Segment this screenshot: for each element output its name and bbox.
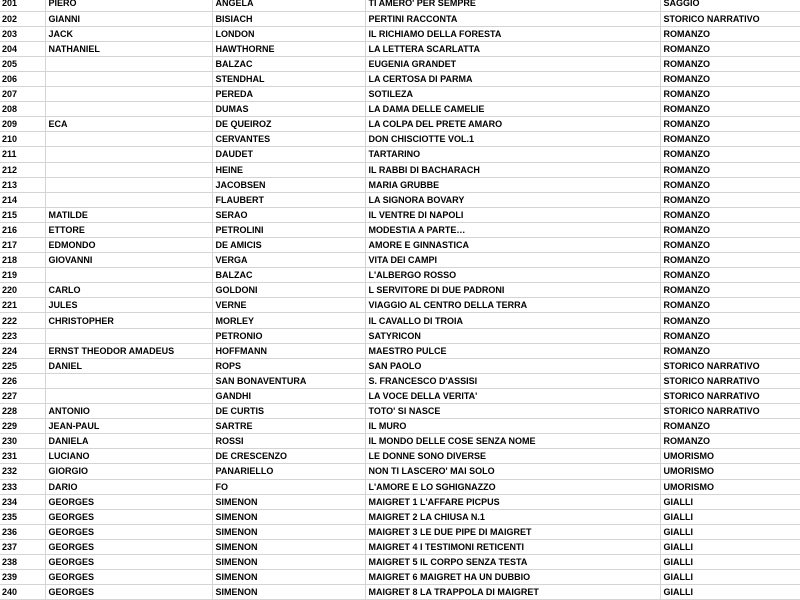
cell-first-name[interactable]: DARIO	[45, 479, 212, 494]
cell-last-name[interactable]: JACOBSEN	[212, 177, 365, 192]
cell-title[interactable]: LE DONNE SONO DIVERSE	[365, 449, 660, 464]
cell-last-name[interactable]: SIMENON	[212, 585, 365, 600]
cell-title[interactable]: LA COLPA DEL PRETE AMARO	[365, 117, 660, 132]
cell-title[interactable]: MAIGRET 4 I TESTIMONI RETICENTI	[365, 539, 660, 554]
cell-title[interactable]: SAN PAOLO	[365, 358, 660, 373]
cell-title[interactable]: SOTILEZA	[365, 87, 660, 102]
table-row	[0, 26, 800, 41]
table-row	[0, 71, 800, 86]
cell-title[interactable]: NON TI LASCERO' MAI SOLO	[365, 464, 660, 479]
cell-number[interactable]: 216	[0, 222, 45, 237]
cell-number[interactable]: 220	[0, 283, 45, 298]
cell-number[interactable]: 235	[0, 509, 45, 524]
table-row	[0, 298, 800, 313]
cell-title[interactable]: LA VOCE DELLA VERITA'	[365, 388, 660, 403]
cell-number[interactable]: 215	[0, 207, 45, 222]
cell-last-name[interactable]: PETRONIO	[212, 328, 365, 343]
cell-title[interactable]: L'AMORE E LO SGHIGNAZZO	[365, 479, 660, 494]
cell-genre[interactable]: ROMANZO	[660, 238, 800, 253]
table-row	[0, 132, 800, 147]
cell-last-name[interactable]: SARTRE	[212, 419, 365, 434]
table-row	[0, 268, 800, 283]
cell-number[interactable]: 218	[0, 253, 45, 268]
cell-last-name[interactable]: GANDHI	[212, 388, 365, 403]
cell-number[interactable]: 207	[0, 87, 45, 102]
cell-genre[interactable]: ROMANZO	[660, 328, 800, 343]
cell-first-name[interactable]: PIERO	[45, 0, 212, 11]
cell-last-name[interactable]: VERGA	[212, 253, 365, 268]
cell-last-name[interactable]: LONDON	[212, 26, 365, 41]
cell-number[interactable]: 234	[0, 494, 45, 509]
cell-number[interactable]: 208	[0, 102, 45, 117]
cell-last-name[interactable]: SIMENON	[212, 570, 365, 585]
cell-number[interactable]: 226	[0, 373, 45, 388]
cell-number[interactable]: 217	[0, 238, 45, 253]
cell-title[interactable]: MAIGRET 6 MAIGRET HA UN DUBBIO	[365, 570, 660, 585]
table-row	[0, 313, 800, 328]
cell-number[interactable]: 228	[0, 404, 45, 419]
cell-last-name[interactable]: PETROLINI	[212, 222, 365, 237]
cell-first-name[interactable]	[45, 192, 212, 207]
cell-title[interactable]: MAIGRET 5 IL CORPO SENZA TESTA	[365, 554, 660, 569]
cell-last-name[interactable]: GOLDONI	[212, 283, 365, 298]
cell-last-name[interactable]: PEREDA	[212, 87, 365, 102]
table-row	[0, 222, 800, 237]
cell-first-name[interactable]	[45, 162, 212, 177]
table-row	[0, 343, 800, 358]
cell-genre[interactable]: UMORISMO	[660, 449, 800, 464]
cell-first-name[interactable]	[45, 177, 212, 192]
cell-number[interactable]: 210	[0, 132, 45, 147]
table-row	[0, 328, 800, 343]
cell-title[interactable]: MAESTRO PULCE	[365, 343, 660, 358]
cell-last-name[interactable]: SIMENON	[212, 494, 365, 509]
cell-first-name[interactable]: ETTORE	[45, 222, 212, 237]
cell-number[interactable]: 240	[0, 585, 45, 600]
cell-number[interactable]: 209	[0, 117, 45, 132]
cell-first-name[interactable]: JEAN-PAUL	[45, 419, 212, 434]
cell-last-name[interactable]: FO	[212, 479, 365, 494]
cell-last-name[interactable]: HAWTHORNE	[212, 41, 365, 56]
cell-title[interactable]: AMORE E GINNASTICA	[365, 238, 660, 253]
cell-number[interactable]: 214	[0, 192, 45, 207]
cell-title[interactable]: MARIA GRUBBE	[365, 177, 660, 192]
table-row	[0, 539, 800, 554]
table-row	[0, 207, 800, 222]
cell-number[interactable]: 232	[0, 464, 45, 479]
cell-last-name[interactable]: STENDHAL	[212, 71, 365, 86]
cell-first-name[interactable]: ECA	[45, 117, 212, 132]
cell-last-name[interactable]: DE AMICIS	[212, 238, 365, 253]
cell-last-name[interactable]: SERAO	[212, 207, 365, 222]
table-row	[0, 117, 800, 132]
table-row	[0, 162, 800, 177]
table-row	[0, 388, 800, 403]
cell-title[interactable]: IL RABBI DI BACHARACH	[365, 162, 660, 177]
cell-number[interactable]: 238	[0, 554, 45, 569]
cell-last-name[interactable]: PANARIELLO	[212, 464, 365, 479]
cell-number[interactable]: 239	[0, 570, 45, 585]
table-row	[0, 509, 800, 524]
cell-first-name[interactable]	[45, 132, 212, 147]
cell-title[interactable]: PERTINI RACCONTA	[365, 11, 660, 26]
cell-genre[interactable]: ROMANZO	[660, 192, 800, 207]
cell-last-name[interactable]: ANGELA	[212, 0, 365, 11]
table-row	[0, 434, 800, 449]
cell-title[interactable]: MAIGRET 2 LA CHIUSA N.1	[365, 509, 660, 524]
cell-title[interactable]: TOTO' SI NASCE	[365, 404, 660, 419]
table-row	[0, 192, 800, 207]
cell-genre[interactable]: GIALLI	[660, 524, 800, 539]
cell-first-name[interactable]	[45, 147, 212, 162]
table-row	[0, 283, 800, 298]
cell-number[interactable]: 202	[0, 11, 45, 26]
cell-genre[interactable]: ROMANZO	[660, 132, 800, 147]
cell-last-name[interactable]: DE CURTIS	[212, 404, 365, 419]
cell-number[interactable]: 236	[0, 524, 45, 539]
cell-genre[interactable]: ROMANZO	[660, 26, 800, 41]
cell-genre[interactable]: GIALLI	[660, 539, 800, 554]
cell-first-name[interactable]: GEORGES	[45, 524, 212, 539]
cell-genre[interactable]: STORICO NARRATIVO	[660, 388, 800, 403]
cell-title[interactable]: S. FRANCESCO D'ASSISI	[365, 373, 660, 388]
cell-genre[interactable]: ROMANZO	[660, 147, 800, 162]
cell-genre[interactable]: ROMANZO	[660, 41, 800, 56]
table-row	[0, 177, 800, 192]
table-row	[0, 238, 800, 253]
cell-genre[interactable]: GIALLI	[660, 570, 800, 585]
cell-genre[interactable]: ROMANZO	[660, 71, 800, 86]
cell-first-name[interactable]	[45, 268, 212, 283]
cell-genre[interactable]: ROMANZO	[660, 117, 800, 132]
table-row	[0, 253, 800, 268]
cell-genre[interactable]: STORICO NARRATIVO	[660, 404, 800, 419]
cell-first-name[interactable]	[45, 102, 212, 117]
cell-title[interactable]: LA CERTOSA DI PARMA	[365, 71, 660, 86]
cell-first-name[interactable]	[45, 388, 212, 403]
cell-number[interactable]: 233	[0, 479, 45, 494]
cell-genre[interactable]: ROMANZO	[660, 162, 800, 177]
cell-title[interactable]: L SERVITORE DI DUE PADRONI	[365, 283, 660, 298]
cell-last-name[interactable]: BALZAC	[212, 56, 365, 71]
table-row	[0, 464, 800, 479]
cell-genre[interactable]: ROMANZO	[660, 87, 800, 102]
cell-number[interactable]: 212	[0, 162, 45, 177]
table-row	[0, 87, 800, 102]
cell-first-name[interactable]: GEORGES	[45, 554, 212, 569]
cell-first-name[interactable]	[45, 328, 212, 343]
cell-first-name[interactable]	[45, 373, 212, 388]
table-row	[0, 479, 800, 494]
cell-number[interactable]: 205	[0, 56, 45, 71]
cell-last-name[interactable]: ROPS	[212, 358, 365, 373]
cell-number[interactable]: 229	[0, 419, 45, 434]
cell-first-name[interactable]: JULES	[45, 298, 212, 313]
table-row	[0, 11, 800, 26]
table-row	[0, 419, 800, 434]
table-row	[0, 404, 800, 419]
cell-genre[interactable]: ROMANZO	[660, 434, 800, 449]
table-row	[0, 373, 800, 388]
cell-number[interactable]: 227	[0, 388, 45, 403]
cell-title[interactable]: LA DAMA DELLE CAMELIE	[365, 102, 660, 117]
cell-number[interactable]: 224	[0, 343, 45, 358]
cell-number[interactable]: 204	[0, 41, 45, 56]
cell-genre[interactable]: ROMANZO	[660, 56, 800, 71]
cell-last-name[interactable]: SIMENON	[212, 524, 365, 539]
cell-first-name[interactable]: JACK	[45, 26, 212, 41]
cell-first-name[interactable]: GEORGES	[45, 570, 212, 585]
cell-genre[interactable]: ROMANZO	[660, 222, 800, 237]
cell-first-name[interactable]: GEORGES	[45, 585, 212, 600]
cell-last-name[interactable]: BISIACH	[212, 11, 365, 26]
cell-title[interactable]: IL MONDO DELLE COSE SENZA NOME	[365, 434, 660, 449]
cell-genre[interactable]: ROMANZO	[660, 207, 800, 222]
cell-title[interactable]: DON CHISCIOTTE VOL.1	[365, 132, 660, 147]
cell-number[interactable]: 213	[0, 177, 45, 192]
cell-genre[interactable]: GIALLI	[660, 585, 800, 600]
cell-title[interactable]: TI AMERO' PER SEMPRE	[365, 0, 660, 11]
cell-first-name[interactable]: GIANNI	[45, 11, 212, 26]
cell-genre[interactable]: ROMANZO	[660, 253, 800, 268]
cell-title[interactable]: MAIGRET 8 LA TRAPPOLA DI MAIGRET	[365, 585, 660, 600]
cell-last-name[interactable]: DE QUEIROZ	[212, 117, 365, 132]
cell-last-name[interactable]: DE CRESCENZO	[212, 449, 365, 464]
cell-first-name[interactable]: GEORGES	[45, 539, 212, 554]
cell-first-name[interactable]: CHRISTOPHER	[45, 313, 212, 328]
cell-genre[interactable]: ROMANZO	[660, 268, 800, 283]
cell-first-name[interactable]: NATHANIEL	[45, 41, 212, 56]
cell-last-name[interactable]: SAN BONAVENTURA	[212, 373, 365, 388]
cell-genre[interactable]: SAGGIO	[660, 0, 800, 11]
cell-title[interactable]: IL MURO	[365, 419, 660, 434]
cell-title[interactable]: IL VENTRE DI NAPOLI	[365, 207, 660, 222]
cell-first-name[interactable]: LUCIANO	[45, 449, 212, 464]
cell-number[interactable]: 230	[0, 434, 45, 449]
cell-title[interactable]: IL CAVALLO DI TROIA	[365, 313, 660, 328]
cell-first-name[interactable]: MATILDE	[45, 207, 212, 222]
cell-title[interactable]: MAIGRET 3 LE DUE PIPE DI MAIGRET	[365, 524, 660, 539]
cell-last-name[interactable]: BALZAC	[212, 268, 365, 283]
cell-number[interactable]: 237	[0, 539, 45, 554]
cell-genre[interactable]: ROMANZO	[660, 343, 800, 358]
table-row	[0, 102, 800, 117]
cell-last-name[interactable]: CERVANTES	[212, 132, 365, 147]
cell-genre[interactable]: UMORISMO	[660, 464, 800, 479]
cell-genre[interactable]: GIALLI	[660, 554, 800, 569]
cell-first-name[interactable]	[45, 56, 212, 71]
cell-last-name[interactable]: SIMENON	[212, 554, 365, 569]
table-row	[0, 358, 800, 373]
cell-first-name[interactable]	[45, 71, 212, 86]
cell-first-name[interactable]: GEORGES	[45, 494, 212, 509]
cell-number[interactable]: 221	[0, 298, 45, 313]
cell-genre[interactable]: ROMANZO	[660, 313, 800, 328]
cell-title[interactable]: SATYRICON	[365, 328, 660, 343]
cell-number[interactable]: 222	[0, 313, 45, 328]
cell-number[interactable]: 203	[0, 26, 45, 41]
cell-genre[interactable]: STORICO NARRATIVO	[660, 373, 800, 388]
cell-last-name[interactable]: FLAUBERT	[212, 192, 365, 207]
cell-last-name[interactable]: HEINE	[212, 162, 365, 177]
cell-title[interactable]: MAIGRET 1 L'AFFARE PICPUS	[365, 494, 660, 509]
table-row	[0, 449, 800, 464]
cell-last-name[interactable]: VERNE	[212, 298, 365, 313]
cell-title[interactable]: IL RICHIAMO DELLA FORESTA	[365, 26, 660, 41]
cell-number[interactable]: 201	[0, 0, 45, 11]
table-row	[0, 494, 800, 509]
table-row	[0, 56, 800, 71]
cell-genre[interactable]: GIALLI	[660, 494, 800, 509]
cell-title[interactable]: VITA DEI CAMPI	[365, 253, 660, 268]
cell-number[interactable]: 206	[0, 71, 45, 86]
cell-first-name[interactable]: DANIEL	[45, 358, 212, 373]
table-row	[0, 554, 800, 569]
cell-genre[interactable]: ROMANZO	[660, 298, 800, 313]
cell-title[interactable]: VIAGGIO AL CENTRO DELLA TERRA	[365, 298, 660, 313]
table-row	[0, 570, 800, 585]
cell-genre[interactable]: STORICO NARRATIVO	[660, 11, 800, 26]
cell-number[interactable]: 231	[0, 449, 45, 464]
cell-first-name[interactable]: ANTONIO	[45, 404, 212, 419]
table-row	[0, 147, 800, 162]
cell-number[interactable]: 225	[0, 358, 45, 373]
cell-number[interactable]: 219	[0, 268, 45, 283]
cell-genre[interactable]: STORICO NARRATIVO	[660, 358, 800, 373]
cell-title[interactable]: L'ALBERGO ROSSO	[365, 268, 660, 283]
cell-title[interactable]: TARTARINO	[365, 147, 660, 162]
cell-title[interactable]: LA SIGNORA BOVARY	[365, 192, 660, 207]
cell-genre[interactable]: ROMANZO	[660, 102, 800, 117]
table-row	[0, 0, 800, 11]
cell-last-name[interactable]: ROSSI	[212, 434, 365, 449]
cell-genre[interactable]: ROMANZO	[660, 419, 800, 434]
cell-first-name[interactable]: EDMONDO	[45, 238, 212, 253]
cell-last-name[interactable]: SIMENON	[212, 509, 365, 524]
cell-last-name[interactable]: SIMENON	[212, 539, 365, 554]
cell-first-name[interactable]: CARLO	[45, 283, 212, 298]
cell-first-name[interactable]: GIOVANNI	[45, 253, 212, 268]
cell-genre[interactable]: GIALLI	[660, 509, 800, 524]
cell-title[interactable]: LA LETTERA SCARLATTA	[365, 41, 660, 56]
cell-first-name[interactable]: GIORGIO	[45, 464, 212, 479]
table-row	[0, 41, 800, 56]
cell-last-name[interactable]: DAUDET	[212, 147, 365, 162]
cell-first-name[interactable]	[45, 87, 212, 102]
cell-title[interactable]: MODESTIA A PARTE…	[365, 222, 660, 237]
cell-last-name[interactable]: DUMAS	[212, 102, 365, 117]
table-row	[0, 585, 800, 600]
cell-genre[interactable]: ROMANZO	[660, 283, 800, 298]
cell-genre[interactable]: UMORISMO	[660, 479, 800, 494]
cell-first-name[interactable]: DANIELA	[45, 434, 212, 449]
cell-last-name[interactable]: HOFFMANN	[212, 343, 365, 358]
cell-first-name[interactable]: GEORGES	[45, 509, 212, 524]
cell-number[interactable]: 211	[0, 147, 45, 162]
cell-last-name[interactable]: MORLEY	[212, 313, 365, 328]
cell-first-name[interactable]: ERNST THEODOR AMADEUS	[45, 343, 212, 358]
cell-title[interactable]: EUGENIA GRANDET	[365, 56, 660, 71]
cell-number[interactable]: 223	[0, 328, 45, 343]
table-row	[0, 524, 800, 539]
cell-genre[interactable]: ROMANZO	[660, 177, 800, 192]
